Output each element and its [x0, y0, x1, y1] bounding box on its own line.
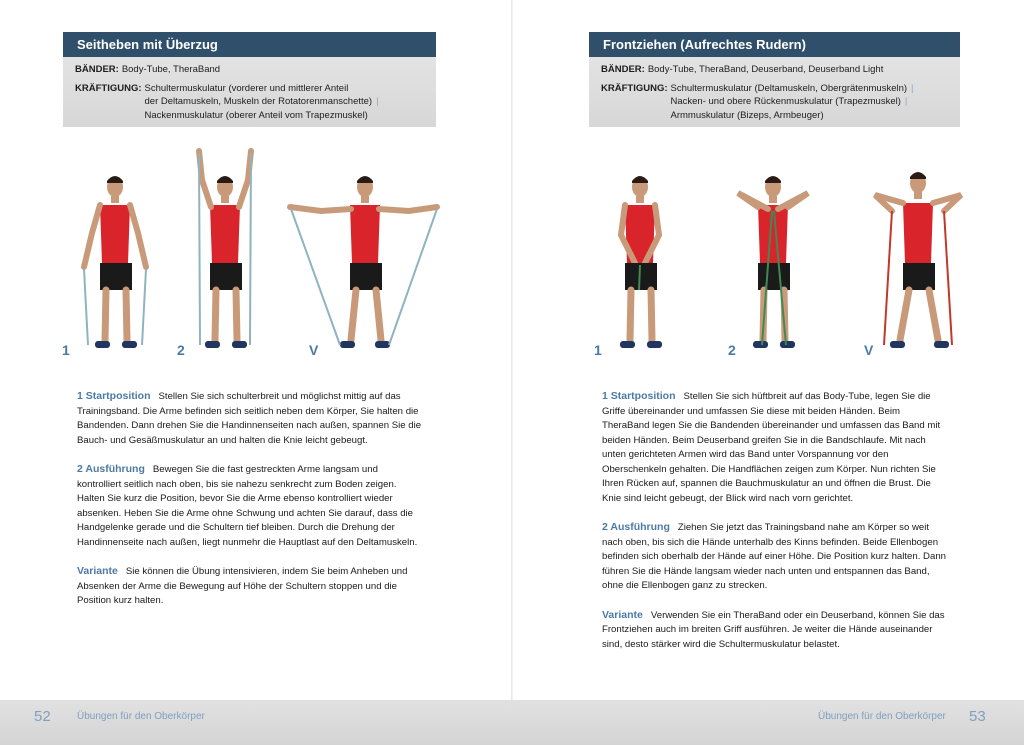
left-step-execution	[77, 462, 422, 550]
right-figure-label-v: V	[864, 342, 874, 358]
left-step-start-title: 1 Startposition	[77, 390, 151, 402]
right-figure-label-2: 2	[728, 342, 736, 358]
right-step-variant-text: Verwenden Sie ein TheraBand oder ein Deuserband, können Sie das Frontziehen auch im breiten Griff ausführen. Je weiter die Hände auseinander sind, desto stärker wird die Schultermuskulatur belastet.	[602, 609, 945, 650]
right-figure-start	[595, 145, 685, 360]
left-figure-start	[70, 145, 160, 360]
left-footer-text: Übungen für den Oberkörper	[77, 711, 205, 722]
right-step-execution-text: Ziehen Sie jetzt das Trainingsband nahe am Körper so weit nach oben, bis sich die Hände unterhalb des Kinns befinden. Beide Ellenbogen befinden sich oberhalb der Hände auf einer Höhe. Die Position kurz halten. Dann führen Sie die Hände langsam wieder nach unten und entspannen das Band, ohne die Ellenbogen ganz zu strecken.	[602, 522, 946, 591]
left-page-number: 52	[34, 708, 51, 725]
right-step-start-title: 1 Startposition	[602, 390, 676, 402]
left-step-execution-text: Bewegen Sie die fast gestreckten Arme langsam und kontrolliert seitlich nach oben, bis sie nahezu senkrecht zum Boden zeigen. Halten Sie kurz die Position, bevor Sie die Arme ebenso kontrolliert wieder absenken. Heben Sie die Arme ohne Schwung und achten Sie darauf, dass die Handgelenke gerade und die Schultern tief bleiben. Durch die Drehung der Handinnenseite nach außen, liegt nunmehr die Hauptlast auf den Deltamuskeln.	[77, 464, 418, 548]
left-figure-label-v: V	[309, 342, 319, 358]
left-baender-label: BÄNDER:	[75, 64, 119, 75]
left-instructions	[77, 389, 422, 623]
right-step-start-text: Stellen Sie sich hüftbreit auf das Body-Tube, legen Sie die Griffe übereinander und umfassen Sie diese mit beiden Händen. Beim TheraBand legen Sie die Bandenden übereinander und umfassen das Band mit beiden Händen. Beim Deuserband greifen Sie in die Bandschlaufe. Mit nach unten gerichteten Armen wird das Band unter Vorspannung vor den Oberschenkeln gehalten. Die Handflächen zeigen zum Körper. Nun richten Sie Ihren Rücken auf, spannen die Bauchmuskulatur an und öffnen die Brust. Die Knie sind leicht gebeugt, der Blick wird nach vorn gerichtet.	[602, 391, 941, 504]
left-figure-execution	[180, 145, 270, 360]
right-step-execution-title: 2 Ausführung	[602, 521, 670, 533]
right-kraeftigung-label: KRÄFTIGUNG:	[601, 82, 668, 94]
right-footer-text: Übungen für den Oberkörper	[818, 711, 946, 722]
left-baender-row	[75, 63, 424, 77]
left-step-start	[77, 389, 422, 448]
left-kraeftigung-line: der Deltamuskeln, Muskeln der Rotatorenmanschette) |	[144, 96, 379, 107]
right-step-execution	[602, 520, 947, 594]
left-exercise-title: Seitheben mit Überzug	[63, 32, 436, 57]
right-baender-row	[601, 63, 948, 77]
left-figure-label-2: 2	[177, 342, 185, 358]
left-step-execution-title: 2 Ausführung	[77, 463, 145, 475]
left-baender-value: Body-Tube, TheraBand	[121, 64, 221, 75]
left-kraeftigung-row	[75, 82, 424, 123]
left-kraeftigung-label: KRÄFTIGUNG:	[75, 82, 142, 94]
left-step-start-text: Stellen Sie sich schulterbreit und möglichst mittig auf das Trainingsband. Die Arme befinden sich seitlich neben dem Körper, Sie halten die Bandenden. Dann drehen Sie die Handinnenseiten nach außen, spannen Sie die Bauch- und Gesäßmuskulatur an und halten die Knie leicht gebeugt.	[77, 391, 422, 446]
right-baender-value: Body-Tube, TheraBand, Deuserband, Deuserband Light	[647, 64, 884, 75]
right-step-variant	[602, 608, 947, 653]
right-page-number: 53	[969, 708, 986, 725]
left-step-variant-title: Variante	[77, 565, 118, 577]
right-instructions	[602, 389, 947, 666]
right-figure-label-1: 1	[594, 342, 602, 358]
footer-band	[0, 700, 1024, 745]
divider-mark: |	[904, 96, 908, 107]
left-step-variant	[77, 564, 422, 609]
left-figure-label-1: 1	[62, 342, 70, 358]
left-info-box	[63, 57, 436, 127]
right-baender-label: BÄNDER:	[601, 64, 645, 75]
right-figure-variant	[870, 145, 970, 360]
right-kraeftigung-line: Nacken- und obere Rückenmuskulatur (Trapezmuskel) |	[670, 96, 908, 107]
divider-mark: |	[376, 96, 379, 107]
right-kraeftigung-value	[668, 82, 914, 123]
left-kraeftigung-value	[142, 82, 379, 123]
right-step-variant-title: Variante	[602, 608, 643, 621]
right-kraeftigung-line: Schultermuskulatur (Deltamuskeln, Obergrätenmuskeln) |	[670, 82, 914, 94]
right-kraeftigung-row	[601, 82, 948, 123]
right-exercise-title: Frontziehen (Aufrechtes Rudern)	[589, 32, 960, 57]
left-kraeftigung-line: Nackenmuskulatur (oberer Anteil vom Trapezmuskel)	[144, 109, 368, 121]
gutter	[511, 0, 513, 700]
right-step-start	[602, 389, 947, 506]
right-figure-execution	[728, 145, 818, 360]
divider-mark: |	[911, 82, 914, 94]
right-info-box	[589, 57, 960, 127]
left-step-variant-text: Sie können die Übung intensivieren, indem Sie beim Anheben und Absenken der Arme die Bewegung auf Höhe der Schultern stoppen und die Position kurz halten.	[77, 566, 408, 606]
left-kraeftigung-line: Schultermuskulatur (vorderer und mittlerer Anteil	[144, 82, 349, 94]
right-kraeftigung-line: Armmuskulatur (Bizeps, Armbeuger)	[670, 109, 824, 121]
left-figure-variant	[285, 145, 445, 360]
